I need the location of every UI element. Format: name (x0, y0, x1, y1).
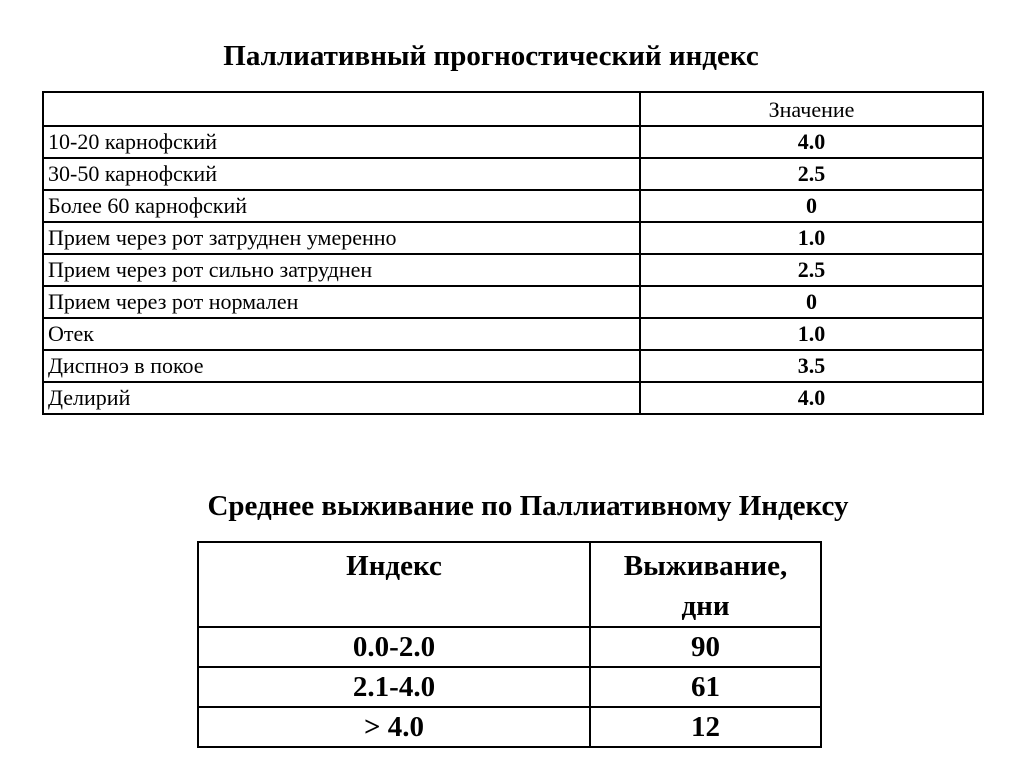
table-row (198, 667, 821, 707)
header-survival-line1: Выживание, (623, 550, 788, 582)
table-row (43, 158, 983, 190)
row-label: Прием через рот сильно затруднен (43, 254, 640, 286)
row-value: 4.0 (640, 382, 983, 414)
days-cell: 12 (590, 707, 821, 747)
table-row (43, 382, 983, 414)
row-value: 0 (640, 190, 983, 222)
row-label: Делирий (43, 382, 640, 414)
table-row (43, 350, 983, 382)
index-cell: > 4.0 (198, 707, 590, 747)
header-value-cell: Значение (640, 92, 983, 126)
row-value: 1.0 (640, 318, 983, 350)
table-row (43, 190, 983, 222)
survival-title: Среднее выживание по Паллиативному Индексу (207, 490, 849, 522)
header-survival-line2: дни (681, 590, 730, 622)
row-label: Отек (43, 318, 640, 350)
table-header-row (43, 92, 983, 126)
page-title: Паллиативный прогностический индекс (223, 40, 759, 72)
row-label: Более 60 карнофский (43, 190, 640, 222)
row-label: Диспноэ в покое (43, 350, 640, 382)
days-cell: 90 (590, 627, 821, 667)
index-cell: 2.1-4.0 (198, 667, 590, 707)
row-label: Прием через рот нормален (43, 286, 640, 318)
row-value: 4.0 (640, 126, 983, 158)
survival-table (197, 541, 822, 748)
palliative-index-table (42, 91, 984, 415)
row-label: Прием через рот затруднен умеренно (43, 222, 640, 254)
row-value: 2.5 (640, 254, 983, 286)
table-row (43, 318, 983, 350)
table-row (43, 286, 983, 318)
table-row (198, 707, 821, 747)
row-value: 2.5 (640, 158, 983, 190)
row-value: 3.5 (640, 350, 983, 382)
header-label-cell (43, 92, 640, 126)
row-value: 1.0 (640, 222, 983, 254)
table-row (198, 627, 821, 667)
row-label: 10-20 карнофский (43, 126, 640, 158)
index-cell: 0.0-2.0 (198, 627, 590, 667)
header-survival-cell (590, 542, 821, 627)
row-label: 30-50 карнофский (43, 158, 640, 190)
table-row (43, 126, 983, 158)
table-row (43, 254, 983, 286)
table-row (43, 222, 983, 254)
survival-header-row (198, 542, 821, 627)
header-index-cell: Индекс (198, 542, 590, 627)
row-value: 0 (640, 286, 983, 318)
days-cell: 61 (590, 667, 821, 707)
